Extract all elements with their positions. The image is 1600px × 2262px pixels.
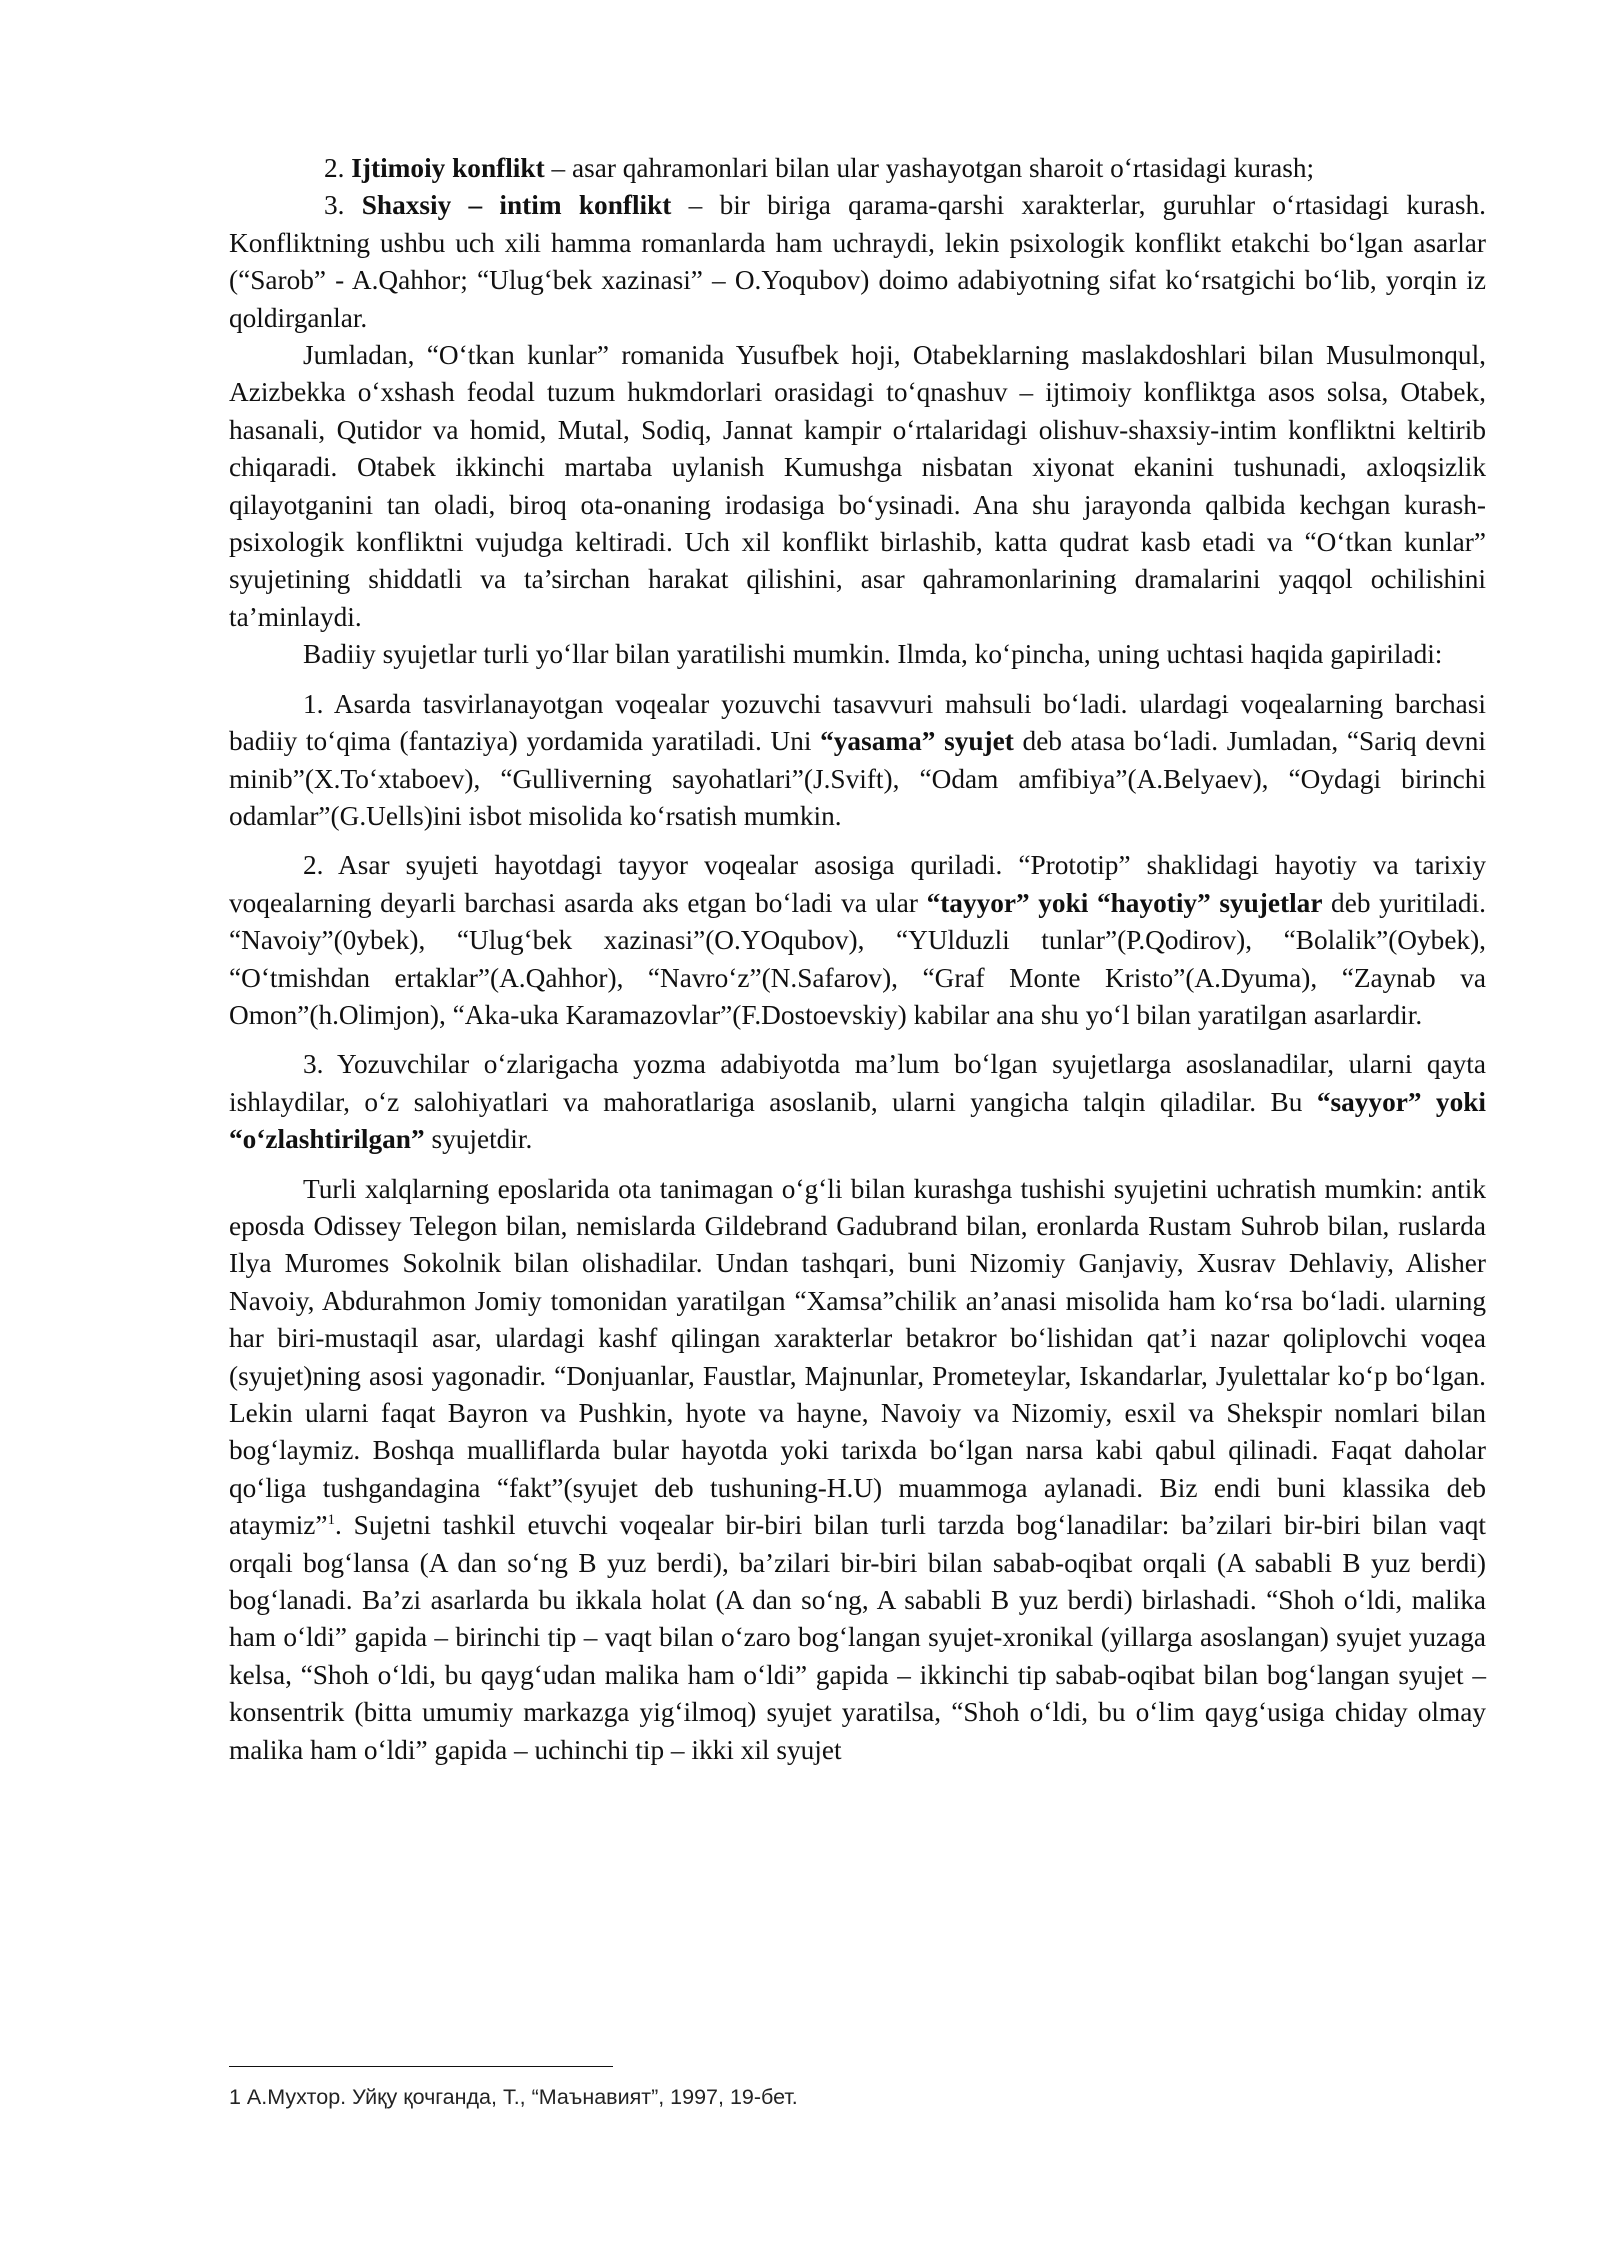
footnote-ref: 1 [327, 1512, 336, 1529]
text-run: – asar qahramonlari bilan ular yashayotgan sharoit o‘rtasidagi kurash; [544, 153, 1315, 183]
bold-term: Ijtimoiy konflikt [351, 153, 545, 183]
paragraph [229, 187, 1486, 337]
text-run: syujetdir. [424, 1124, 533, 1155]
bold-term: “sayyor” yoki “o‘zlashtirilgan” [229, 1086, 1486, 1155]
text-run: – bir biriga qarama-qarshi xarakterlar, guruhlar o‘rtasidagi kurash. Konfliktning ushbu uch xili hamma romanlarda ham uchraydi, lekin psixologik konflikt etakchi bo‘lgan asarlar (“Sarob” - A.Qahhor; “Ulug‘bek xazinasi” – O.Yoqubov) doimo adabiyotning sifat ko‘rsatgichi bo‘lib, yorqin iz qoldirganlar. [229, 190, 1486, 333]
footnote-separator [229, 2066, 613, 2067]
paragraph [229, 686, 1486, 836]
text-run: 2. Asar syujeti hayotdagi tayyor voqealar asosiga quriladi. “Prototip” shaklidagi hayotiy va tarixiy voqealarning deyarli barchasi asarda aks etgan bo‘ladi va ular [229, 850, 1486, 918]
text-run: Turli xalqlarning eposlarida ota tanimagan o‘g‘li bilan kurashga tushishi syujetini uchratish mumkin: antik eposda Odissey Telegon bilan, nemislarda Gildebrand Gadubrand bilan, eronlarda Rustam Suhrob bilan, ruslarda Ilya Muromes Sokolnik bilan olishadilar. Undan tashqari, buni Nizomiy Ganjaviy, Xusrav Dehlaviy, Alisher Navoiy, Abdurahmon Jomiy tomonidan yaratilgan “Xamsa”chilik an’anasi misolida ham ko‘rsa bo‘ladi. ularning har biri-mustaqil asar, ulardagi kashf qilingan xarakterlar betakror bo‘lishidan qat’i nazar qoliplovchi voqea (syujet)ning asosi yagonadir. “Donjuanlar, Faustlar, Majnunlar, Prometeylar, Iskandarlar, Jyulettalar ko‘p bo‘lgan. Lekin ularni faqat Bayron va Pushkin, hyote va hayne, Navoiy va Nizomiy, esxil va Shekspir nomlari bilan bog‘laymiz. Boshqa mualliflarda bular hayotda yoki tarixda bo‘lgan narsa kabi qabul qilinadi. Faqat daholar qo‘liga tushgandagina “fakt”(syujet deb tushuning-H.U) muammoga aylanadi. Biz endi buni klassika deb ataymiz” [229, 1173, 1486, 1541]
bold-term: “tayyor” yoki “hayotiy” syujetlar [926, 887, 1323, 918]
paragraph [229, 1046, 1486, 1158]
paragraph [229, 636, 1486, 673]
text-run: 3. [324, 190, 362, 221]
text-run: . Sujetni tashkil etuvchi voqealar bir-biri bilan turli tarzda bog‘lanadilar: ba’zilari bir-biri bilan vaqt orqali bog‘lansa (A dan so‘ng B yuz berdi), ba’zilari bir-biri bilan sabab-oqibat orqali (A sababli B yuz berdi) bog‘lanadi. Ba’zi asarlarda bu ikkala holat (A dan so‘ng, A sababli B yuz berdi) birlashadi. “Shoh o‘ldi, malika ham o‘ldi” gapida – birinchi tip – vaqt bilan o‘zaro bog‘langan syujet-xronikal (yillarga asoslangan) syujet yuzaga kelsa, “Shoh o‘ldi, bu qayg‘udan malika ham o‘ldi” gapida – ikkinchi tip sabab-oqibat bilan bog‘langan syujet – konsentrik (bitta umumiy markazga yig‘ilmoq) syujet yaratilsa, “Shoh o‘ldi, bu o‘lim qayg‘usiga chiday olmay malika ham o‘ldi” gapida – uchinchi tip – ikki xil syujet [229, 1510, 1486, 1765]
text-run: 2. [324, 153, 352, 183]
text-run: 3. Yozuvchilar o‘zlarigacha yozma adabiyotda ma’lum bo‘lgan syujetlarga asoslanadilar, ularni qayta ishlaydilar, o‘z salohiyatlari va mahoratlariga asoslanib, ularni yangicha talqin qiladilar. Bu [229, 1049, 1486, 1117]
paragraph [229, 337, 1486, 636]
text-run: Badiiy syujetlar turli yo‘llar bilan yaratilishi mumkin. Ilmda, ko‘pincha, uning uchtasi haqida gapiriladi: [303, 639, 1443, 670]
bold-term: “yasama” syujet [820, 726, 1014, 757]
paragraph [229, 150, 1486, 187]
footnote: 1 А.Мухтор. Уйқу қочганда, Т., “Маънавият”, 1997, 19-бет. [229, 2085, 798, 2109]
text-run: Jumladan, “O‘tkan kunlar” romanida Yusufbek hoji, Otabeklarning maslakdoshlari bilan Musulmonqul, Azizbekka o‘xshash feodal tuzum hukmdorlari orasidagi to‘qnashuv – ijtimoiy konfliktga asos solsa, Otabek, hasanali, Qutidor va homid, Mutal, Sodiq, Jannat kampir o‘rtalaridagi olishuv-shaxsiy-intim konfliktni keltirib chiqaradi. Otabek ikkinchi martaba uylanish Kumushga nisbatan xiyonat ekanini tushunadi, axloqsizlik qilayotganini tan oladi, biroq ota-onaning irodasiga bo‘ysinadi. Ana shu jarayonda qalbida kechgan kurash-psixologik konfliktni vujudga keltiradi. Uch xil konflikt birlashib, katta qudrat kasb etadi va “O‘tkan kunlar” syujetining shiddatli va ta’sirchan harakat qilishini, asar qahramonlarining dramalarini yaqqol ochilishini ta’minlaydi. [229, 340, 1486, 632]
text-run: 1. Asarda tasvirlanayotgan voqealar yozuvchi tasavvuri mahsuli bo‘ladi. ulardagi voqealarning barchasi badiiy to‘qima (fantaziya) yordamida yaratiladi. Uni [229, 688, 1486, 757]
text-run: deb atasa bo‘ladi. Jumladan, “Sariq devni minib”(X.To‘xtaboev), “Gulliverning sayohatlari”(J.Svift), “Odam amfibiya”(A.Belyaev), “Oydagi birinchi odamlar”(G.Uells)ini isbot misolida ko‘rsatish mumkin. [229, 726, 1486, 831]
paragraph [229, 1171, 1486, 1770]
text-run: deb yuritiladi. “Navoiy”(0ybek), “Ulug‘bek xazinasi”(O.YOqubov), “YUlduzli tunlar”(P.Qodirov), “Bolalik”(Oybek), “O‘tmishdan ertaklar”(A.Qahhor), “Navro‘z”(N.Safarov), “Graf Monte Kristo”(A.Dyuma), “Zaynab va Omon”(h.Olimjon), “Aka-uka Karamazovlar”(F.Dostoevskiy) kabilar ana shu yo‘l bilan yaratilgan asarlardir. [229, 887, 1486, 1030]
paragraph [229, 847, 1486, 1034]
bold-term: Shaxsiy – intim konflikt [361, 190, 672, 221]
body-text [229, 150, 1486, 1769]
